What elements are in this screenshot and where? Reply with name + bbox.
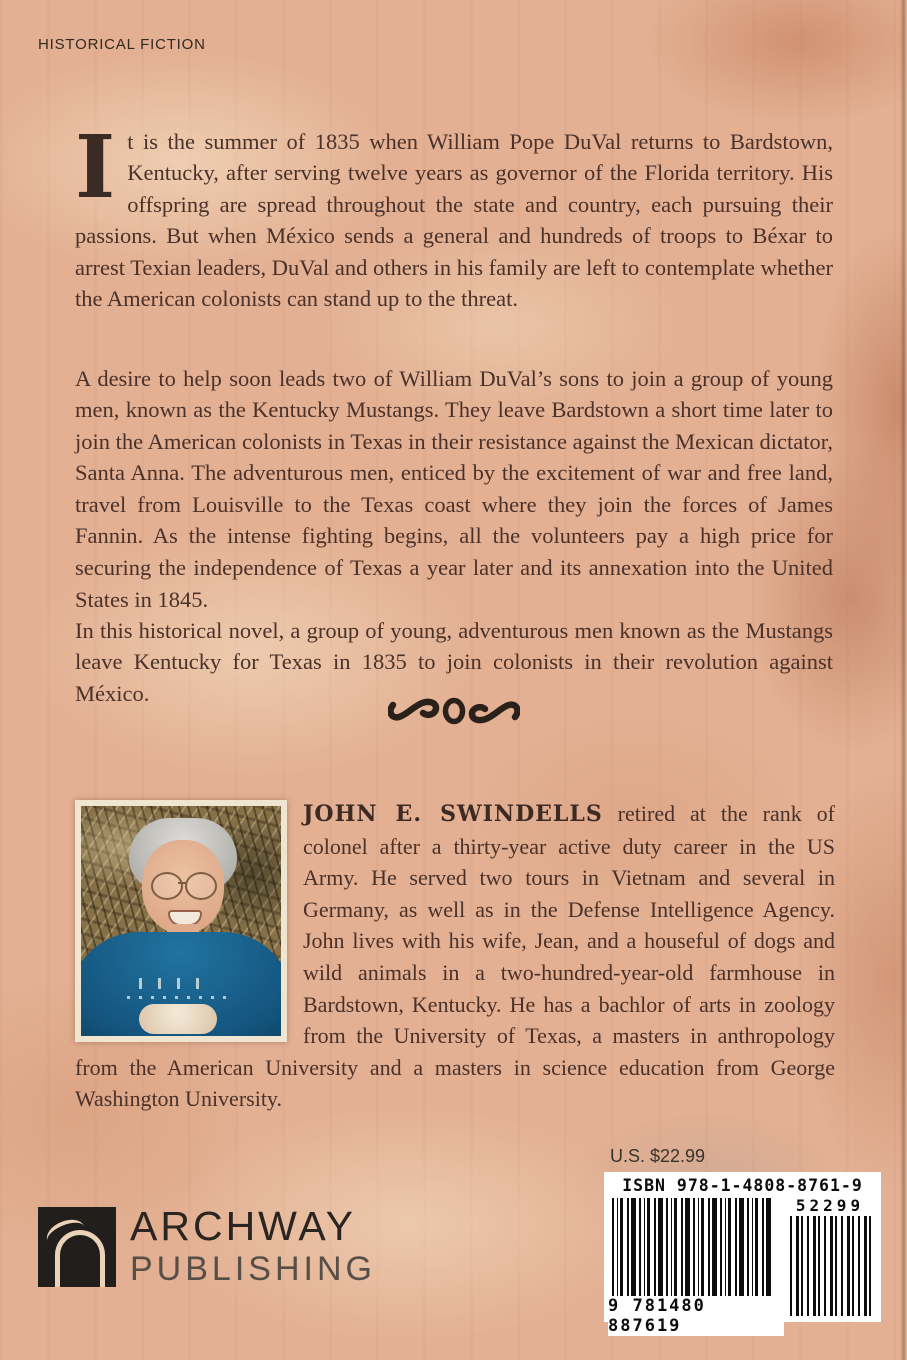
publisher-name-line2: PUBLISHING: [130, 1250, 376, 1288]
price-label: U.S. $22.99: [610, 1146, 706, 1166]
author-hands: [139, 1004, 217, 1034]
publisher-name-line1: ARCHWAY: [130, 1203, 356, 1249]
author-bio-section: [75, 798, 835, 1115]
archway-arch-icon: [38, 1207, 116, 1287]
synopsis-paragraph-1-text: t is the summer of 1835 when William Pope DuVal returns to Bardstown, Kentucky, after serving twelve years as governor of the Florida territory. His offspring are spread throughout the state and country, each pursuing their passions. But when México sends a general and hundreds of troops to Béxar to arrest Texian leaders, DuVal and others in his family are left to contemplate whether the American colonists can stand up to the threat.: [75, 128, 833, 312]
glasses-right-lens: [185, 872, 217, 900]
page-edge-shadow: [900, 0, 907, 1360]
isbn-label: ISBN 978-1-4808-8761-9: [622, 1176, 863, 1195]
swash-divider-icon: [0, 692, 907, 735]
author-photo: [75, 800, 287, 1042]
synopsis-paragraph-3: In this historical novel, a group of young, adventurous men known as the Mustangs leave Kentucky for Texas in 1835 to join colonists in their revolution against México.: [75, 617, 833, 706]
glasses-bridge: [178, 882, 186, 884]
synopsis-paragraph-2: A desire to help soon leads two of William DuVal’s sons to join a group of young men, known as the Kentucky Mustangs. They leave Bardstown a short time later to join the American colonists in Texas in their resistance against the Mexican dictator, Santa Anna. The adventurous men, enticed by the excitement of war and free land, travel from Louisville to the Texas coast where they join the forces of James Fannin. As the intense fighting begins, all the volunteers pay a high price for securing the independence of Texas a year later and its annexation into the United States in 1845.: [75, 365, 833, 612]
publisher-logo: [38, 1203, 458, 1313]
author-name: JOHN E. SWINDELLS: [303, 801, 603, 827]
drop-cap: I: [75, 116, 116, 218]
author-bio-rest: retired at the rank of colonel after a thirty-year active duty career in the US Army. He served two tours in Vietnam and several in Germany, as well as in the Defense Intelligence Agency. John lives with his wife, Jean, and a houseful of dogs and wild animals in a two-hundred-year-old farmhouse in Bardstown, Kentucky. He has a bachlor of arts in zoology from the University of Texas, a masters in anthropology from the American University and a masters in science education from George Washington University.: [75, 801, 835, 1112]
addon-barcode: [790, 1216, 872, 1316]
sweater-motif: [139, 978, 223, 990]
genre-label: HISTORICAL FICTION: [38, 36, 206, 53]
ean-barcode: [612, 1198, 772, 1296]
addon-digits: 52299: [795, 1196, 865, 1215]
author-face: [142, 840, 224, 934]
synopsis-paragraph-1: [75, 116, 833, 316]
ean-digits: 9 781480 887619: [608, 1296, 784, 1336]
glasses-left-lens: [151, 872, 183, 900]
barcode-panel: [604, 1172, 881, 1336]
sweater-motif-dots: [127, 996, 235, 999]
